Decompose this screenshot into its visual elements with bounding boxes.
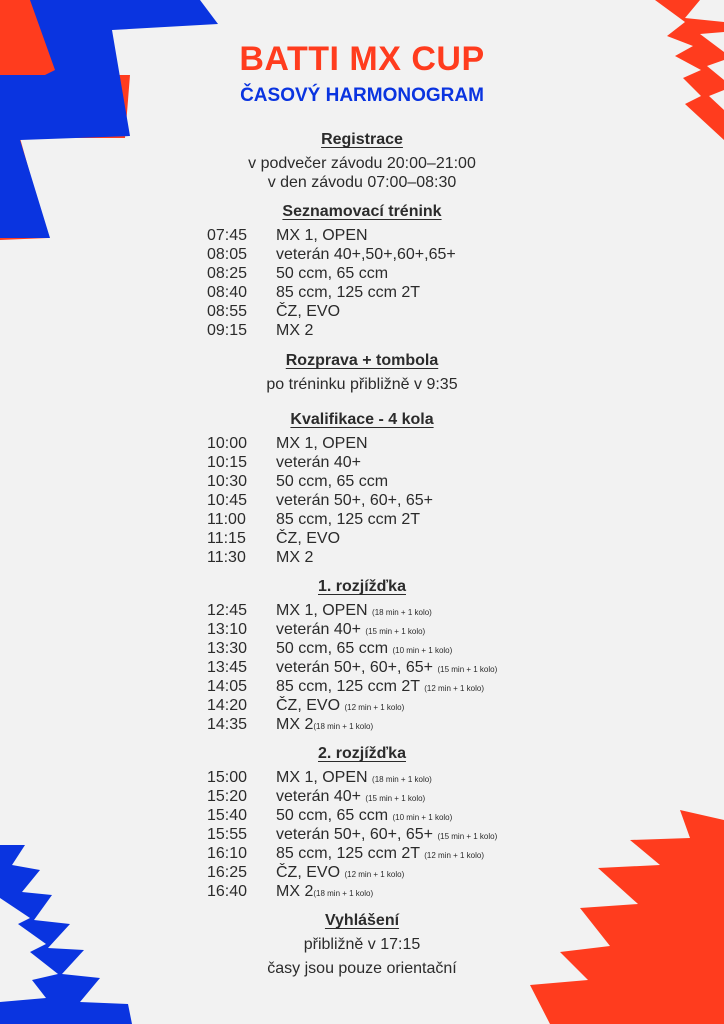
schedule-row xyxy=(0,227,724,246)
row-label xyxy=(276,883,373,901)
row-label xyxy=(276,826,497,844)
row-label: veterán 40+ xyxy=(276,454,361,471)
row-label xyxy=(276,602,432,620)
page-title: BATTI MX CUP xyxy=(239,40,485,78)
row-note: (15 min + 1 kolo) xyxy=(437,832,498,841)
row-time: 09:15 xyxy=(207,322,248,339)
schedule-row xyxy=(0,640,724,659)
row-label xyxy=(276,864,404,882)
schedule-row xyxy=(0,246,724,265)
row-label xyxy=(276,621,425,639)
row-label-text: 50 ccm, 65 ccm xyxy=(276,807,389,824)
row-time: 11:15 xyxy=(207,530,246,547)
row-label-text: 85 ccm, 125 ccm 2T xyxy=(276,678,420,695)
row-label: 85 ccm, 125 ccm 2T xyxy=(276,284,421,301)
row-time: 15:40 xyxy=(207,807,248,824)
row-time: 16:25 xyxy=(207,864,248,881)
row-time: 10:30 xyxy=(207,473,248,490)
row-label: MX 1, OPEN xyxy=(276,227,368,244)
schedule-row xyxy=(0,473,724,492)
row-label-text: MX 1, OPEN xyxy=(276,602,368,619)
row-time: 16:10 xyxy=(207,845,248,862)
schedule-row xyxy=(0,549,724,568)
page-subtitle: ČASOVÝ HARMONOGRAM xyxy=(240,85,484,106)
row-label-text: MX 2 xyxy=(276,716,314,733)
row-label: ČZ, EVO xyxy=(276,530,341,547)
schedule-row xyxy=(0,303,724,322)
schedule-row xyxy=(0,864,724,883)
row-time: 12:45 xyxy=(207,602,248,619)
row-label: 50 ccm, 65 ccm xyxy=(276,265,389,282)
row-time: 10:00 xyxy=(207,435,248,452)
row-time: 16:40 xyxy=(207,883,248,900)
row-label: ČZ, EVO xyxy=(276,303,341,320)
row-note: (18 min + 1 kolo) xyxy=(372,775,432,784)
section-title-race-1: 1. rozjížďka xyxy=(318,578,406,595)
schedule-row xyxy=(0,454,724,473)
row-note: (15 min + 1 kolo) xyxy=(437,665,498,674)
schedule-row xyxy=(0,716,724,735)
row-time: 13:10 xyxy=(207,621,248,638)
row-time: 08:05 xyxy=(207,246,248,263)
row-note: (12 min + 1 kolo) xyxy=(424,684,485,693)
row-note: (10 min + 1 kolo) xyxy=(392,646,453,655)
row-label-text: ČZ, EVO xyxy=(276,864,341,881)
row-note: (18 min + 1 kolo) xyxy=(313,889,374,898)
row-note: (12 min + 1 kolo) xyxy=(344,870,405,879)
row-label: MX 2 xyxy=(276,322,314,339)
row-label: MX 1, OPEN xyxy=(276,435,368,452)
schedule-row xyxy=(0,602,724,621)
schedule-row xyxy=(0,284,724,303)
row-note: (18 min + 1 kolo) xyxy=(372,608,432,617)
row-label-text: 50 ccm, 65 ccm xyxy=(276,640,389,657)
briefing-line: po tréninku přibližně v 9:35 xyxy=(266,376,458,393)
section-title-briefing: Rozprava + tombola xyxy=(285,352,439,369)
section-title-qualification: Kvalifikace - 4 kola xyxy=(290,411,434,428)
schedule-row xyxy=(0,621,724,640)
schedule-row xyxy=(0,769,724,788)
awards-line: přibližně v 17:15 xyxy=(303,936,421,953)
row-label: 50 ccm, 65 ccm xyxy=(276,473,389,490)
row-note: (15 min + 1 kolo) xyxy=(365,627,426,636)
row-label: veterán 50+, 60+, 65+ xyxy=(276,492,434,509)
section-title-awards: Vyhlášení xyxy=(324,912,400,929)
section-title-race-2: 2. rozjížďka xyxy=(318,745,406,762)
row-time: 11:30 xyxy=(207,549,246,566)
row-label xyxy=(276,845,484,863)
row-time: 15:55 xyxy=(207,826,248,843)
row-time: 10:45 xyxy=(207,492,248,509)
schedule-row xyxy=(0,530,724,549)
row-time: 08:40 xyxy=(207,284,248,301)
row-label xyxy=(276,659,497,677)
row-note: (10 min + 1 kolo) xyxy=(392,813,453,822)
row-label xyxy=(276,788,425,806)
row-time: 14:35 xyxy=(207,716,248,733)
schedule-row xyxy=(0,492,724,511)
row-time: 14:20 xyxy=(207,697,248,714)
row-label-text: ČZ, EVO xyxy=(276,697,341,714)
row-label xyxy=(276,640,452,658)
awards-line: časy jsou pouze orientační xyxy=(267,960,457,977)
row-label-text: veterán 50+, 60+, 65+ xyxy=(276,659,434,676)
row-label: 85 ccm, 125 ccm 2T xyxy=(276,511,421,528)
row-label-text: veterán 40+ xyxy=(276,788,361,805)
schedule-row xyxy=(0,826,724,845)
schedule-row xyxy=(0,788,724,807)
row-label xyxy=(276,769,432,787)
row-time: 08:25 xyxy=(207,265,248,282)
row-label-text: MX 1, OPEN xyxy=(276,769,368,786)
row-label-text: veterán 40+ xyxy=(276,621,361,638)
row-note: (12 min + 1 kolo) xyxy=(424,851,485,860)
registration-line: v den závodu 07:00–08:30 xyxy=(267,174,457,191)
row-label-text: veterán 50+, 60+, 65+ xyxy=(276,826,434,843)
schedule-row xyxy=(0,659,724,678)
schedule-row xyxy=(0,265,724,284)
row-note: (12 min + 1 kolo) xyxy=(344,703,405,712)
row-label xyxy=(276,697,404,715)
schedule-row xyxy=(0,807,724,826)
schedule-row xyxy=(0,883,724,902)
registration-line: v podvečer závodu 20:00–21:00 xyxy=(248,155,476,172)
row-label xyxy=(276,678,484,696)
row-time: 07:45 xyxy=(207,227,248,244)
row-note: (15 min + 1 kolo) xyxy=(365,794,426,803)
row-time: 15:00 xyxy=(207,769,248,786)
row-label xyxy=(276,716,373,734)
schedule-row xyxy=(0,511,724,530)
schedule-row xyxy=(0,845,724,864)
row-time: 14:05 xyxy=(207,678,248,695)
row-note: (18 min + 1 kolo) xyxy=(313,722,374,731)
row-time: 13:30 xyxy=(207,640,248,657)
row-label-text: MX 2 xyxy=(276,883,314,900)
section-title-registration: Registrace xyxy=(321,131,403,148)
row-time: 08:55 xyxy=(207,303,248,320)
schedule-row xyxy=(0,322,724,341)
row-time: 10:15 xyxy=(207,454,248,471)
row-label: veterán 40+,50+,60+,65+ xyxy=(276,246,456,263)
row-label-text: 85 ccm, 125 ccm 2T xyxy=(276,845,420,862)
schedule-row xyxy=(0,435,724,454)
schedule-row xyxy=(0,697,724,716)
row-time: 11:00 xyxy=(207,511,246,528)
row-time: 13:45 xyxy=(207,659,248,676)
row-label xyxy=(276,807,452,825)
section-title-training: Seznamovací trénink xyxy=(282,203,442,220)
schedule-row xyxy=(0,678,724,697)
row-label: MX 2 xyxy=(276,549,314,566)
row-time: 15:20 xyxy=(207,788,248,805)
